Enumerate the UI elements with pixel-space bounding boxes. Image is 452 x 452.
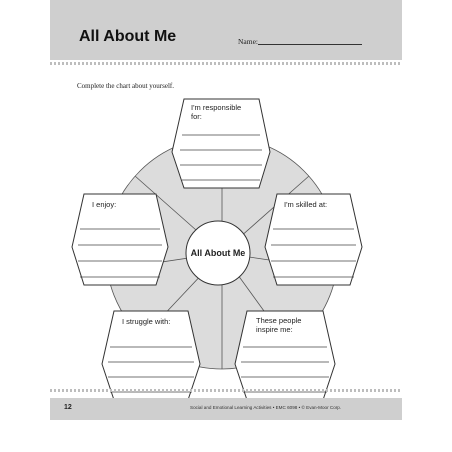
box-inspire-prompt-2: inspire me: <box>256 325 293 334</box>
box-inspire[interactable] <box>235 311 335 400</box>
box-struggle-prompt-1: I struggle with: <box>122 317 171 326</box>
box-skilled[interactable] <box>265 194 362 285</box>
box-struggle[interactable] <box>102 311 200 400</box>
box-inspire-prompt-1: These people <box>256 316 302 325</box>
name-label: Name: <box>238 37 258 46</box>
footer-credit: Social and Emotional Learning Activities • EMC 6098 • © Evan-Moor Corp. <box>190 405 342 410</box>
box-responsible[interactable] <box>172 99 270 188</box>
box-responsible-prompt-1: I'm responsible <box>191 103 242 112</box>
perforation-bottom <box>50 389 402 392</box>
box-responsible-prompt-2: for: <box>191 112 202 121</box>
box-enjoy-prompt-1: I enjoy: <box>92 200 117 209</box>
instructions-text: Complete the chart about yourself. <box>77 82 174 90</box>
center-hub-label: All About Me <box>190 248 246 258</box>
box-skilled-prompt-1: I'm skilled at: <box>284 200 328 209</box>
box-enjoy[interactable] <box>72 194 168 285</box>
page-number: 12 <box>64 404 72 411</box>
page-title: All About Me <box>79 28 177 45</box>
